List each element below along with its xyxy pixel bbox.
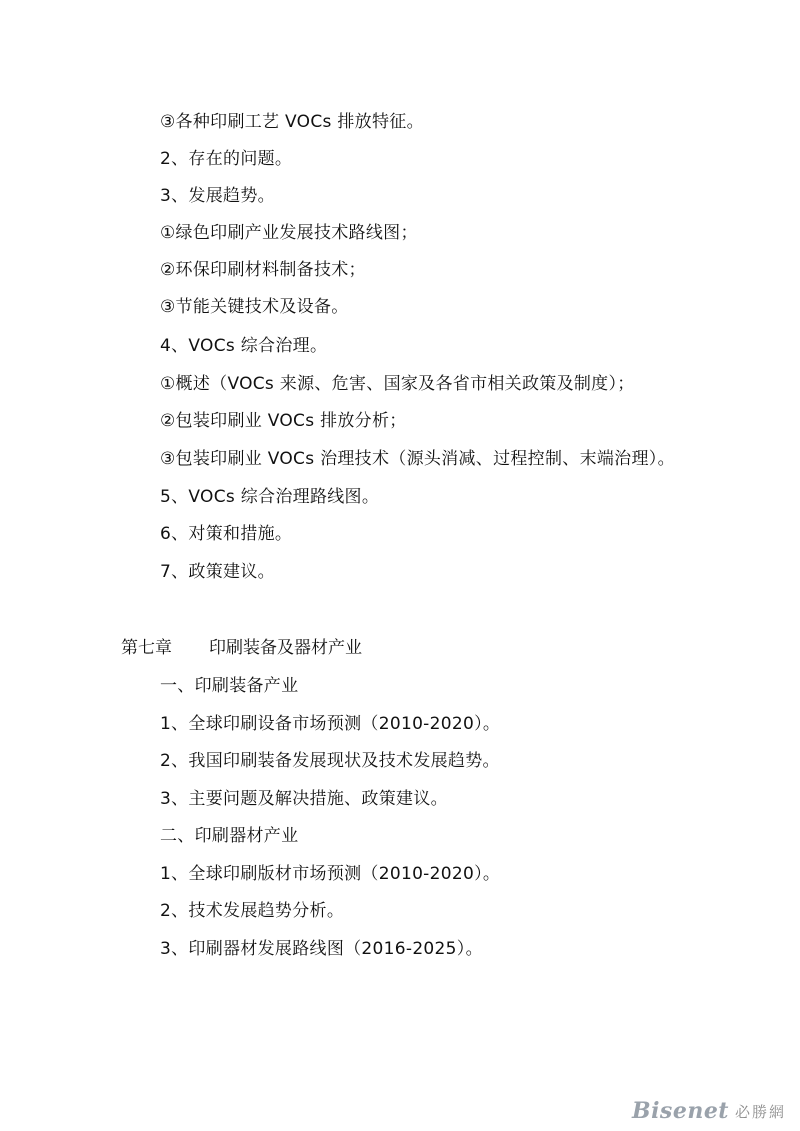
- section-heading: 一、印刷装备产业: [160, 676, 299, 696]
- text-line: ③包装印刷业 VOCs 治理技术（源头消减、过程控制、末端治理）。: [160, 449, 675, 469]
- text-line: ②环保印刷材料制备技术；: [160, 260, 366, 280]
- chapter-heading: [121, 637, 362, 659]
- text-line: 2、技术发展趋势分析。: [160, 901, 345, 921]
- section-heading: 二、印刷器材产业: [160, 826, 299, 846]
- text-line: 2、我国印刷装备发展现状及技术发展趋势。: [160, 751, 500, 771]
- chapter-number: 第七章: [121, 638, 172, 658]
- text-line: 1、全球印刷版材市场预测（2010-2020）。: [160, 864, 501, 884]
- text-line: 4、VOCs 综合治理。: [160, 336, 328, 356]
- text-line: 7、政策建议。: [160, 562, 275, 582]
- text-line: ③节能关键技术及设备。: [160, 297, 349, 317]
- chapter-title: 印刷装备及器材产业: [209, 638, 362, 658]
- text-line: ③各种印刷工艺 VOCs 排放特征。: [160, 112, 424, 132]
- text-line: 6、对策和措施。: [160, 524, 293, 544]
- text-line: ①绿色印刷产业发展技术路线图；: [160, 223, 418, 243]
- watermark-logo: [632, 1097, 786, 1125]
- text-line: 2、存在的问题。: [160, 149, 293, 169]
- watermark-chinese: 必勝網: [734, 1102, 786, 1121]
- text-line: ①概述（VOCs 来源、危害、国家及各省市相关政策及制度）；: [160, 374, 635, 394]
- text-line: 3、发展趋势。: [160, 186, 275, 206]
- text-line: 1、全球印刷设备市场预测（2010-2020）。: [160, 714, 501, 734]
- watermark-latin: Bisenet: [631, 1098, 729, 1124]
- text-line: ②包装印刷业 VOCs 排放分析；: [160, 411, 407, 431]
- text-line: 3、主要问题及解决措施、政策建议。: [160, 789, 448, 809]
- text-line: 3、印刷器材发展路线图（2016-2025）。: [160, 939, 483, 959]
- text-line: 5、VOCs 综合治理路线图。: [160, 487, 380, 507]
